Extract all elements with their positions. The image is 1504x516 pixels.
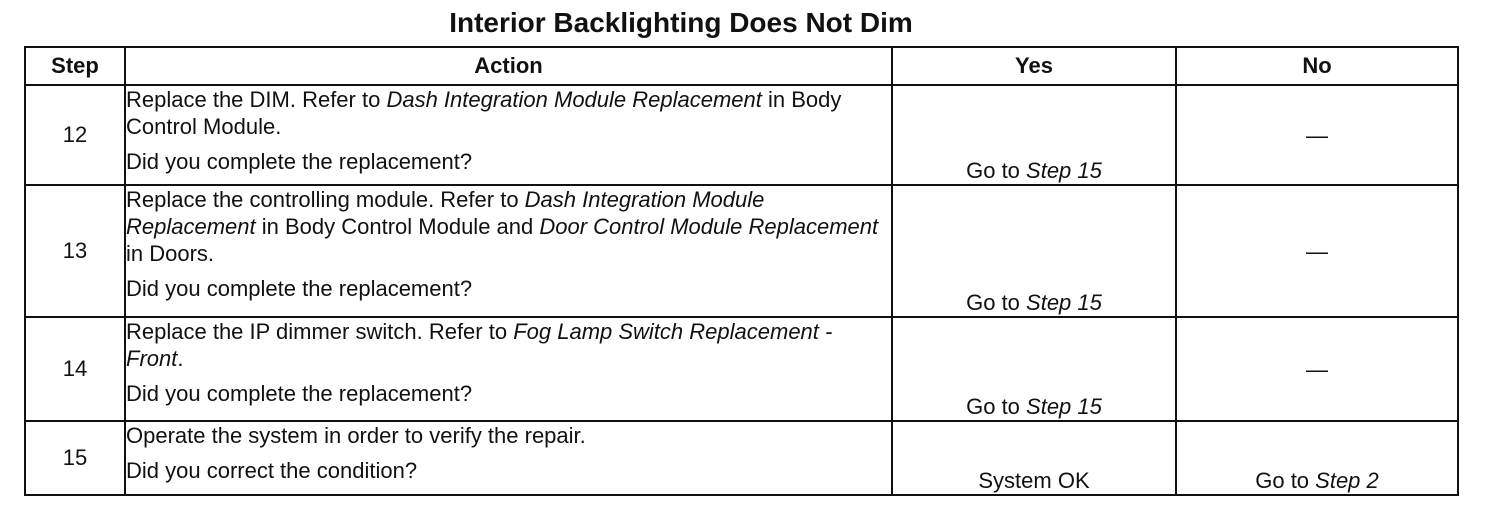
action-cell (125, 421, 892, 495)
text-segment: — (1306, 238, 1328, 264)
text-segment: — (1306, 122, 1328, 148)
page-title: Interior Backlighting Does Not Dim (449, 7, 913, 38)
action-question: Did you complete the replacement? (126, 276, 473, 301)
diagnostic-table (24, 46, 1459, 496)
step-number: 12 (25, 85, 125, 185)
table-row (25, 185, 1458, 317)
action-cell (125, 317, 892, 421)
text-segment: Replace the IP dimmer switch. Refer to (126, 319, 514, 344)
action-instruction (126, 318, 891, 372)
text-segment: Replace the DIM. Refer to (126, 87, 387, 112)
action-question: Did you complete the replacement? (126, 149, 473, 174)
reference-text: Step 15 (1026, 158, 1102, 183)
step-number: 14 (25, 317, 125, 421)
text-segment: Go to (966, 394, 1027, 419)
no-cell (1176, 185, 1458, 317)
table-body (25, 85, 1458, 495)
table-row (25, 421, 1458, 495)
action-cell (125, 85, 892, 185)
step-number: 13 (25, 185, 125, 317)
action-instruction (126, 422, 891, 449)
text-segment: in Doors. (126, 241, 215, 266)
header-step: Step (25, 47, 125, 85)
text-segment: Go to (966, 290, 1027, 315)
yes-cell (892, 317, 1176, 421)
text-segment: in Body Control Module and (255, 214, 540, 239)
no-cell (1176, 85, 1458, 185)
text-segment: . (177, 346, 184, 371)
reference-text: Fog Lamp Switch Replacement - Front (126, 319, 833, 371)
reference-text: Dash Integration Module Replacement (126, 187, 765, 239)
action-cell (125, 185, 892, 317)
text-segment: Go to (966, 158, 1027, 183)
yes-cell (892, 185, 1176, 317)
text-segment: — (1306, 356, 1328, 382)
reference-text: Door Control Module Replacement (539, 214, 879, 239)
text-segment: System OK (978, 468, 1090, 493)
text-segment: Operate the system in order to verify the repair. (126, 423, 586, 448)
reference-text: Dash Integration Module Replacement (386, 87, 762, 112)
header-action: Action (125, 47, 892, 85)
table-row (25, 85, 1458, 185)
no-cell (1176, 317, 1458, 421)
action-question: Did you complete the replacement? (126, 381, 473, 406)
reference-text: Step 15 (1026, 290, 1102, 315)
yes-cell (892, 421, 1176, 495)
text-segment: Replace the controlling module. Refer to (126, 187, 525, 212)
step-number: 15 (25, 421, 125, 495)
text-segment: Go to (1255, 468, 1316, 493)
reference-text: Step 15 (1026, 394, 1102, 419)
action-instruction (126, 86, 891, 140)
header-no: No (1176, 47, 1458, 85)
table-row (25, 317, 1458, 421)
yes-cell (892, 85, 1176, 185)
action-instruction (126, 186, 891, 267)
reference-text: Step 2 (1315, 468, 1379, 493)
action-question: Did you correct the condition? (126, 458, 418, 483)
no-cell (1176, 421, 1458, 495)
header-yes: Yes (892, 47, 1176, 85)
header-row (25, 47, 1458, 85)
text-segment: in Body Control Module. (126, 87, 842, 139)
